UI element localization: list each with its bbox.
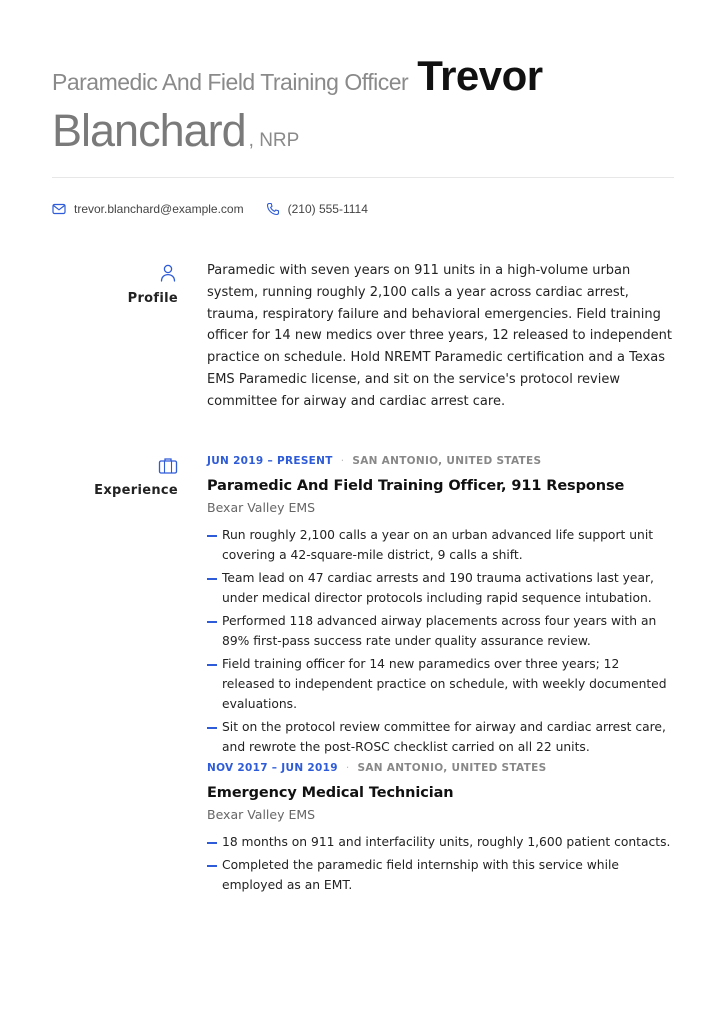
profile-label: Profile: [127, 291, 178, 306]
dash-marker: [207, 535, 217, 537]
bullet-text: Team lead on 47 cardiac arrests and 190 trauma activations last year, under medical director protocols including rapid sequence intubation.: [222, 571, 654, 605]
contact-row: [52, 200, 368, 218]
job-title: Paramedic And Field Training Officer, 911 Response: [207, 478, 625, 494]
job-bullet: [207, 568, 675, 608]
job-bullet: [207, 525, 675, 565]
separator-dot: ·: [345, 762, 350, 774]
job-location: SAN ANTONIO, UNITED STATES: [352, 455, 542, 467]
dash-marker: [207, 842, 217, 844]
job-bullet: [207, 832, 675, 852]
first-name: Trevor: [417, 52, 543, 99]
experience-label: Experience: [94, 483, 178, 498]
job-title: Emergency Medical Technician: [207, 785, 454, 801]
dash-marker: [207, 727, 217, 729]
job-dates: JUN 2019 – PRESENT: [207, 455, 333, 467]
header-line-2: [52, 107, 674, 165]
contact-email[interactable]: [52, 202, 244, 216]
email-text: trevor.blanchard@example.com: [74, 202, 244, 216]
job-bullet: [207, 611, 675, 651]
job-bullets: [207, 832, 675, 895]
phone-text: (210) 555-1114: [287, 202, 368, 216]
job-meta: [207, 453, 675, 469]
job-bullet: [207, 717, 675, 757]
resume-header: [52, 50, 674, 165]
job-entry: [207, 453, 675, 760]
phone-icon: [266, 202, 280, 216]
job-dates: NOV 2017 – JUN 2019: [207, 762, 338, 774]
job-bullet: [207, 855, 675, 895]
header-divider: [52, 177, 674, 178]
user-icon: [157, 262, 179, 284]
bullet-text: Field training officer for 14 new paramedics over three years; 12 released to independent practice on schedule, with weekly documented evaluations.: [222, 657, 667, 711]
dash-marker: [207, 664, 217, 666]
job-company: Bexar Valley EMS: [207, 807, 316, 822]
job-company: Bexar Valley EMS: [207, 500, 316, 515]
bullet-text: 18 months on 911 and interfacility units, roughly 1,600 patient contacts.: [222, 835, 671, 849]
job-bullet: [207, 654, 675, 714]
mail-icon: [52, 202, 66, 216]
name-suffix: , NRP: [248, 130, 300, 151]
briefcase-icon: [157, 455, 179, 477]
job-title: Paramedic And Field Training Officer: [52, 69, 409, 95]
job-meta: [207, 760, 675, 776]
job-entry: [207, 760, 675, 898]
dash-marker: [207, 621, 217, 623]
bullet-text: Completed the paramedic field internship with this service while employed as an EMT.: [222, 858, 619, 892]
bullet-text: Run roughly 2,100 calls a year on an urban advanced life support unit covering a 42-square-mile district, 9 calls a shift.: [222, 528, 654, 562]
header-line-1: [52, 50, 674, 111]
job-bullets: [207, 525, 675, 757]
job-location: SAN ANTONIO, UNITED STATES: [357, 762, 547, 774]
profile-summary: Paramedic with seven years on 911 units in a high-volume urban system, running roughly 2,100 calls a year across cardiac arrest, trauma, respiratory failure and behavioral emergencies. Field training officer for 14 new medics over three years, 12 released to independent practice on schedule. Hold NREMT Paramedic certification and a Texas EMS Paramedic license, and sit on the service's protocol review committee for airway and cardiac arrest care.: [207, 263, 672, 409]
separator-dot: ·: [340, 455, 345, 467]
dash-marker: [207, 578, 217, 580]
dash-marker: [207, 865, 217, 867]
contact-phone[interactable]: [266, 202, 368, 216]
bullet-text: Sit on the protocol review committee for airway and cardiac arrest care, and rewrote the post-ROSC checklist carried on all 22 units.: [222, 720, 666, 754]
last-name: Blanchard: [52, 105, 246, 156]
bullet-text: Performed 118 advanced airway placements across four years with an 89% first-pass success rate under quality assurance review.: [222, 614, 657, 648]
